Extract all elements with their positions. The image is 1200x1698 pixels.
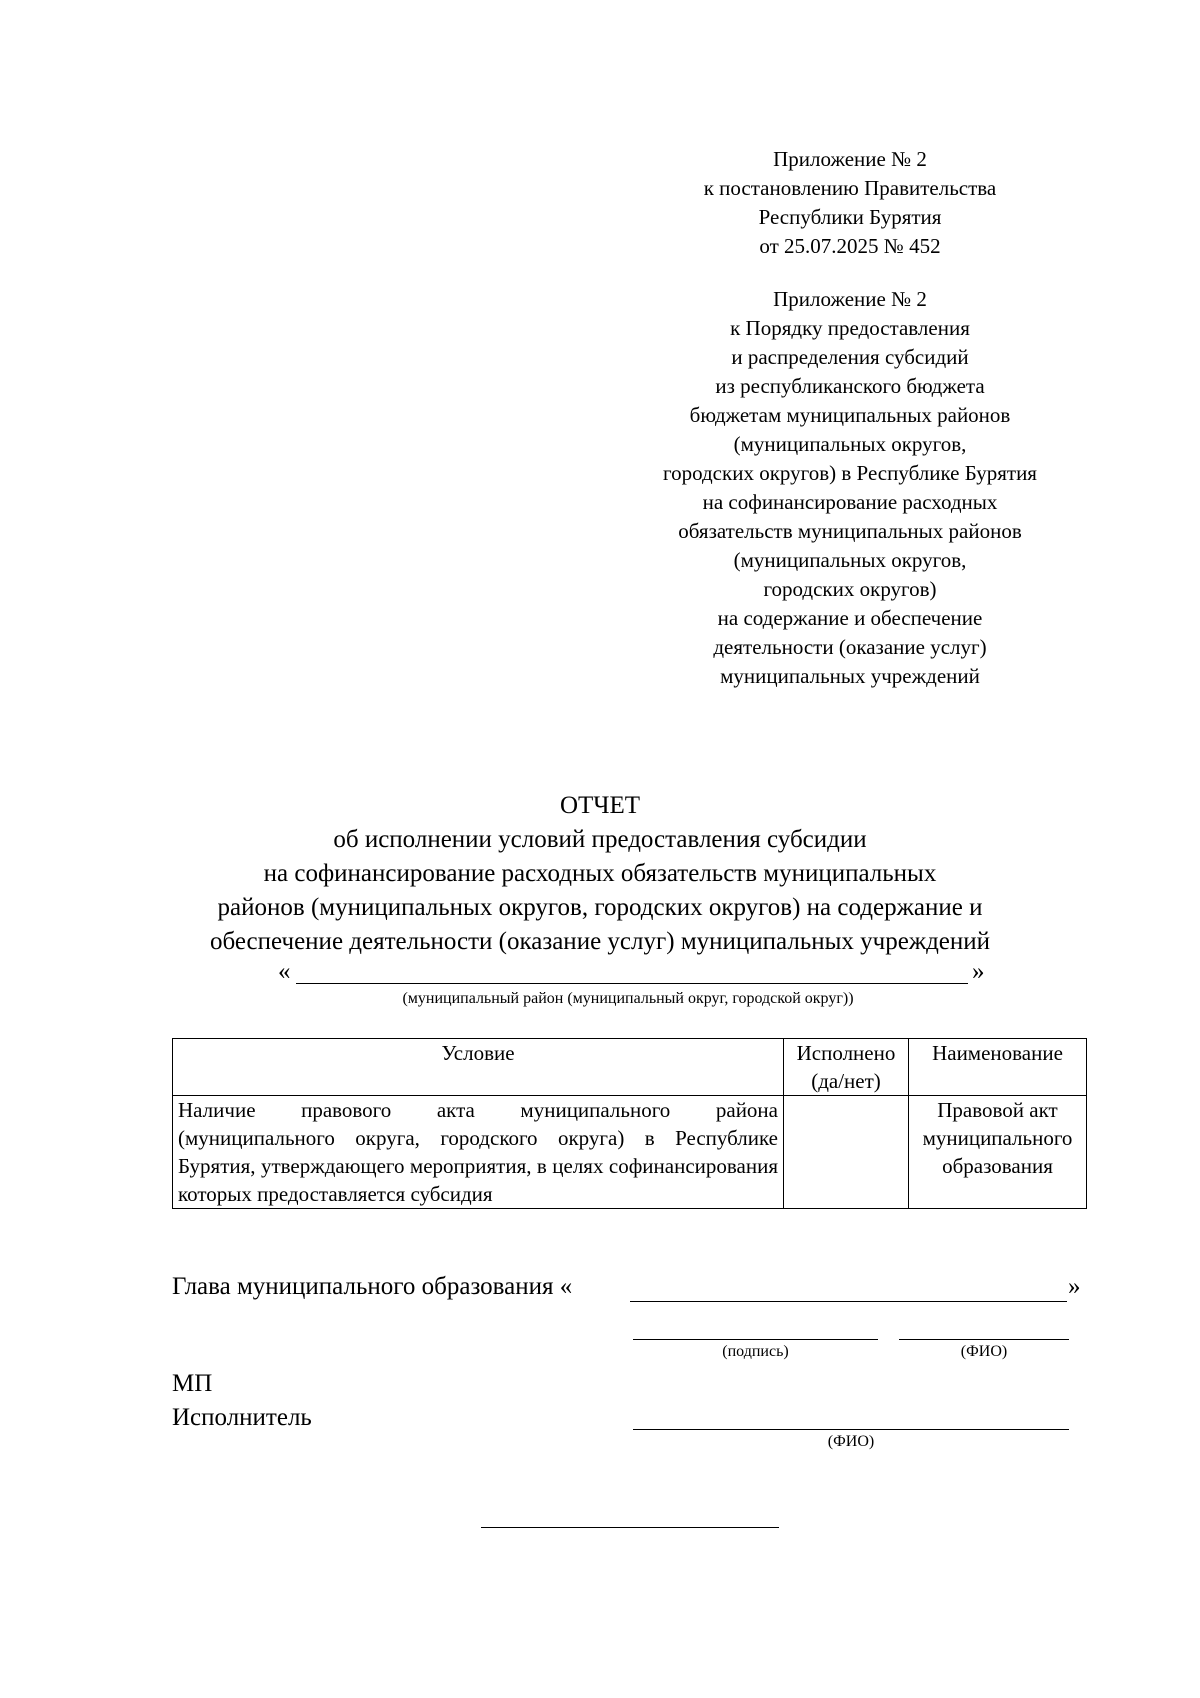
annex-order-line: из республиканского бюджета — [715, 374, 985, 398]
executor-label: Исполнитель — [172, 1404, 312, 1431]
head-name-line — [630, 1301, 1067, 1302]
report-title-line: об исполнении условий предоставления субсидии — [333, 826, 867, 853]
table-row — [173, 1096, 1087, 1209]
report-title-line: районов (муниципальных округов, городских округов) на содержание и — [217, 894, 983, 921]
fio-line — [899, 1339, 1069, 1340]
bottom-separator — [481, 1527, 779, 1528]
annex-header-line: к постановлению Правительства — [703, 176, 997, 200]
annex-order-line: на содержание и обеспечение — [717, 606, 983, 630]
annex-order-line: бюджетам муниципальных районов — [689, 403, 1011, 427]
annex-order-line: обязательств муниципальных районов — [678, 519, 1022, 543]
head-signature-row — [172, 1273, 572, 1301]
annex-order-line: деятельности (оказание услуг) — [713, 635, 987, 659]
report-title-line: обеспечение деятельности (оказание услуг) муниципальных учреждений — [209, 928, 991, 955]
condition-cell: Наличие правового акта муниципального района (муниципального округа, городского округа) в Республике Бурятия, утверждающего мероприятия, в целях софинансирования которых предоставляется субсидия — [173, 1096, 784, 1209]
annex-order-line: городских округов) — [763, 577, 937, 601]
name-cell: Правовой акт муниципального образования — [909, 1096, 1087, 1209]
municipality-blank — [278, 958, 985, 992]
signature-line — [633, 1339, 878, 1340]
annex-order-line: (муниципальных округов, — [733, 548, 967, 572]
head-label: Глава муниципального образования « — [172, 1273, 573, 1300]
annex-header-line: от 25.07.2025 № 452 — [759, 234, 941, 258]
municipality-caption: (муниципальный район (муниципальный округ, городской округ)) — [402, 990, 854, 1007]
annex-header — [600, 145, 1100, 261]
quote-close: » — [972, 958, 985, 985]
annex-order-line: муниципальных учреждений — [720, 664, 980, 688]
annex-order-line: на софинансирование расходных — [702, 490, 998, 514]
annex-order-line: (муниципальных округов, — [733, 432, 967, 456]
annex-order — [600, 285, 1100, 691]
report-title — [130, 789, 1070, 959]
annex-order-line: к Порядку предоставления — [730, 316, 970, 340]
executor-fio-line — [633, 1429, 1069, 1430]
executor-fio-caption: (ФИО) — [827, 1433, 875, 1450]
municipality-fill-line — [296, 983, 968, 984]
annex-header-line: Приложение № 2 — [773, 147, 927, 171]
report-title-line: на софинансирование расходных обязательств муниципальных — [263, 860, 937, 887]
fio-caption: (ФИО) — [960, 1343, 1008, 1360]
annex-header-line: Республики Бурятия — [758, 205, 942, 229]
stamp-label: МП — [172, 1370, 213, 1397]
quote-open: « — [278, 958, 291, 985]
signature-caption: (подпись) — [722, 1343, 789, 1360]
column-header-condition: Условие — [173, 1039, 784, 1096]
annex-order-line: Приложение № 2 — [773, 287, 927, 311]
fulfilled-cell[interactable] — [784, 1096, 909, 1209]
conditions-table — [172, 1038, 1087, 1209]
annex-order-line: городских округов) в Республике Бурятия — [663, 461, 1037, 485]
table-header-row — [173, 1039, 1087, 1096]
annex-order-line: и распределения субсидий — [731, 345, 969, 369]
stamp-executor-block — [172, 1367, 312, 1435]
report-heading: ОТЧЕТ — [559, 792, 641, 819]
head-quote-close: » — [1068, 1273, 1081, 1300]
column-header-name: Наименование — [909, 1039, 1087, 1096]
column-header-fulfilled: Исполнено (да/нет) — [784, 1039, 909, 1096]
